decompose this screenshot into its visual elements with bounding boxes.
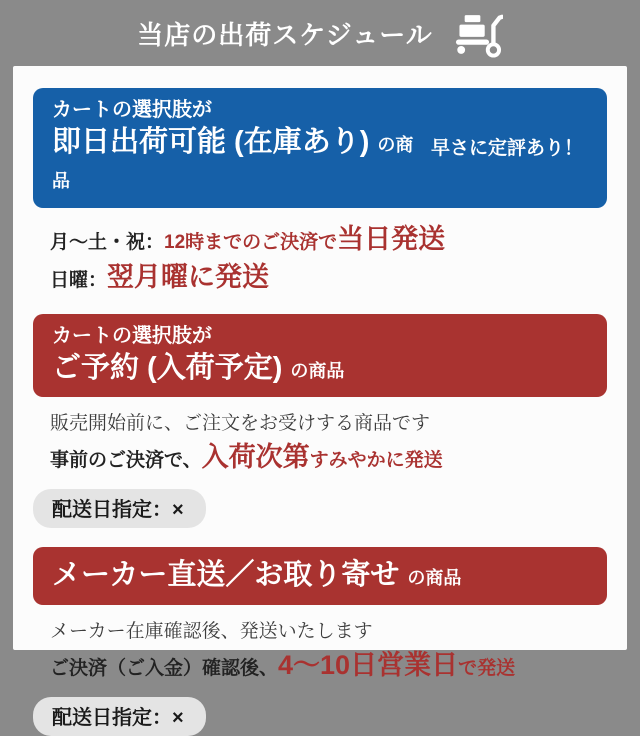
- delivery-date-pill: 配送日指定：×: [33, 697, 206, 736]
- content-panel: [13, 66, 627, 729]
- banner-suffix: の商品: [290, 361, 345, 381]
- same-day-details: [33, 223, 607, 296]
- banner-title: ご予約 (入荷予定): [52, 352, 283, 384]
- line-label: 事前のご決済で、: [50, 450, 202, 471]
- section-direct: [33, 547, 607, 736]
- banner-title-row: [52, 557, 587, 593]
- line-emphasis: 入荷次第: [201, 442, 310, 472]
- line-emphasis: 当日発送: [337, 223, 446, 254]
- speed-note: 早さに定評あり！: [430, 138, 583, 160]
- banner-title: 即日出荷可能 (在庫あり): [52, 126, 370, 158]
- line-emphasis: 翌月曜に発送: [107, 262, 270, 293]
- banner-top-line: カートの選択肢が: [52, 325, 212, 347]
- banner-title: メーカー直送／お取り寄せ: [52, 558, 400, 591]
- line-detail-after: で発送: [458, 657, 516, 679]
- line-label: 月〜土・祝：: [50, 231, 165, 253]
- page-header: [0, 0, 640, 66]
- same-day-banner-text: [52, 97, 431, 197]
- banner-title-row: [52, 124, 431, 197]
- banner-suffix: の商品: [52, 135, 414, 192]
- same-day-banner: [33, 88, 607, 208]
- direct-ship-details: [33, 620, 607, 736]
- direct-ship-banner: [33, 547, 607, 605]
- schedule-line-shipping: [50, 649, 607, 683]
- line-emphasis: 4〜10日営業日: [278, 649, 459, 680]
- schedule-line-shipping: [50, 441, 607, 475]
- hand-truck-icon: [449, 8, 503, 58]
- schedule-line-sunday: [50, 261, 607, 295]
- line-detail-after: すみやかに発送: [309, 450, 443, 471]
- page-title: 当店の出荷スケジュール: [137, 19, 433, 50]
- delivery-date-pill: 配送日指定：×: [33, 489, 206, 528]
- section-same-day: [33, 88, 607, 295]
- schedule-line-info: [50, 620, 607, 644]
- schedule-line-info: [50, 412, 607, 436]
- line-label: ご決済（ご入金）確認後、: [50, 657, 279, 679]
- banner-suffix: の商品: [407, 567, 462, 588]
- section-preorder: [33, 314, 607, 528]
- banner-title-row: [52, 350, 587, 386]
- schedule-line-weekday: [50, 223, 607, 257]
- preorder-details: [33, 412, 607, 528]
- banner-top-line: カートの選択肢が: [52, 99, 212, 121]
- line-plain: メーカー在庫確認後、発送いたします: [50, 621, 373, 642]
- line-detail: 12時までのご決済で: [164, 231, 338, 253]
- preorder-banner: [33, 314, 607, 397]
- line-plain: 販売開始前に、ご注文をお受けする商品です: [50, 413, 431, 435]
- line-label: 日曜：: [50, 270, 108, 292]
